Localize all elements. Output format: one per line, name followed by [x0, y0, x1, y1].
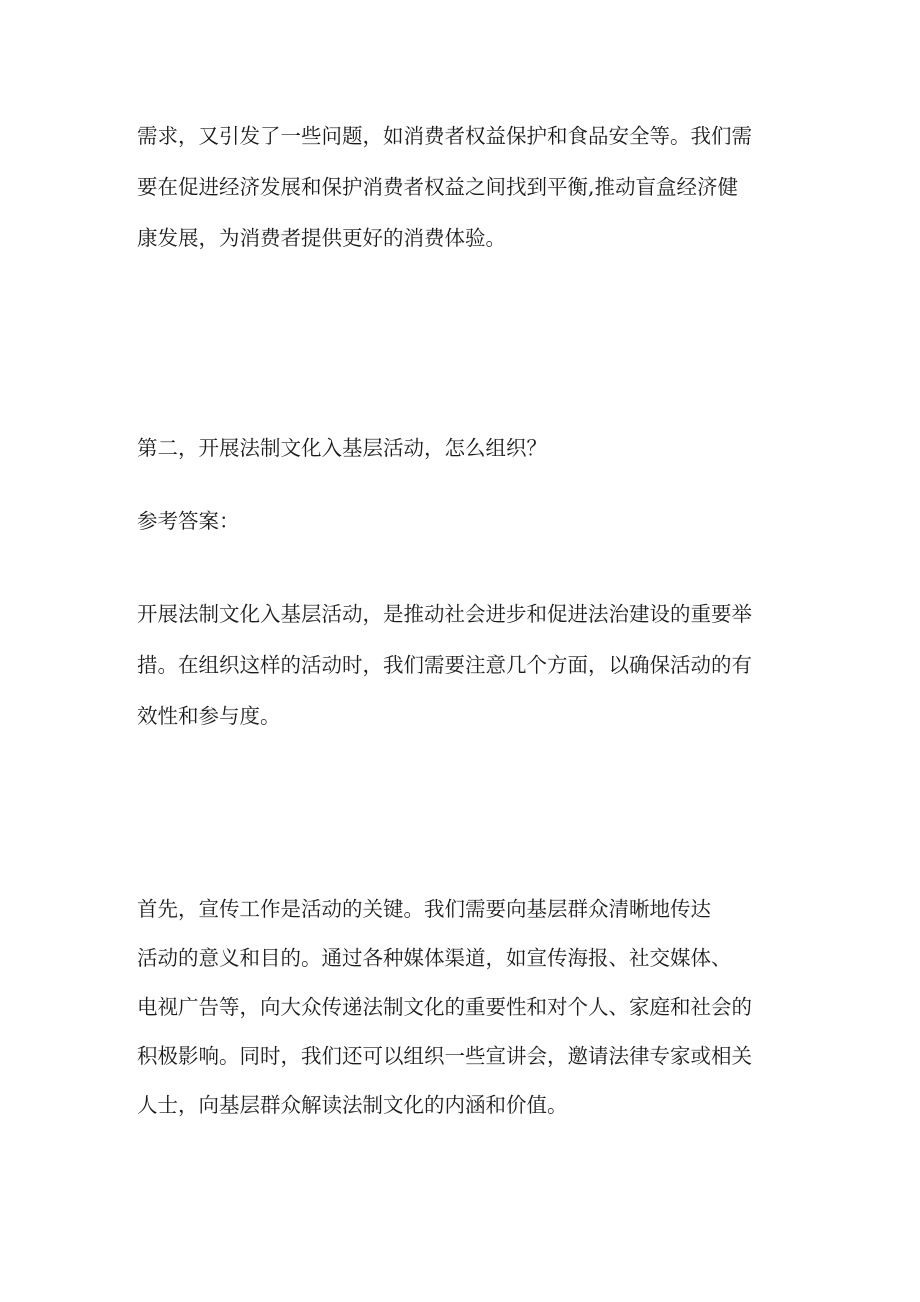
text-line: 效性和参与度。 [137, 704, 281, 728]
answer-label [137, 496, 797, 547]
text-line: 人士，向基层群众解读法制文化的内涵和价值。 [137, 1093, 568, 1117]
text-line: 活动的意义和目的。通过各种媒体渠道，如宣传海报、社交媒体、 [137, 946, 732, 970]
paragraph-answer-intro [137, 589, 797, 742]
question-heading [137, 423, 797, 474]
text-line: 要在促进经济发展和保护消费者权益之间找到平衡,推动盲盒经济健 [137, 175, 739, 199]
text-line: 措。在组织这样的活动时，我们需要注意几个方面，以确保活动的有 [137, 653, 752, 677]
paragraph-publicity [137, 885, 797, 1130]
text-line: 开展法制文化入基层活动，是推动社会进步和促进法治建设的重要举 [137, 602, 752, 626]
text-line: 康发展，为消费者提供更好的消费体验。 [137, 226, 506, 250]
text-line: 首先，宣传工作是活动的关键。我们需要向基层群众清晰地传达 [137, 897, 711, 921]
text-line: 第二，开展法制文化入基层活动，怎么组织？ [137, 436, 547, 460]
text-line: 需求，又引发了一些问题，如消费者权益保护和食品安全等。我们需 [137, 124, 752, 148]
paragraph-blind-box-economy [137, 111, 797, 264]
text-line: 积极影响。同时，我们还可以组织一些宣讲会，邀请法律专家或相关 [137, 1044, 752, 1068]
text-line: 电视广告等，向大众传递法制文化的重要性和对个人、家庭和社会的 [137, 995, 752, 1019]
text-line: 参考答案： [137, 509, 240, 533]
